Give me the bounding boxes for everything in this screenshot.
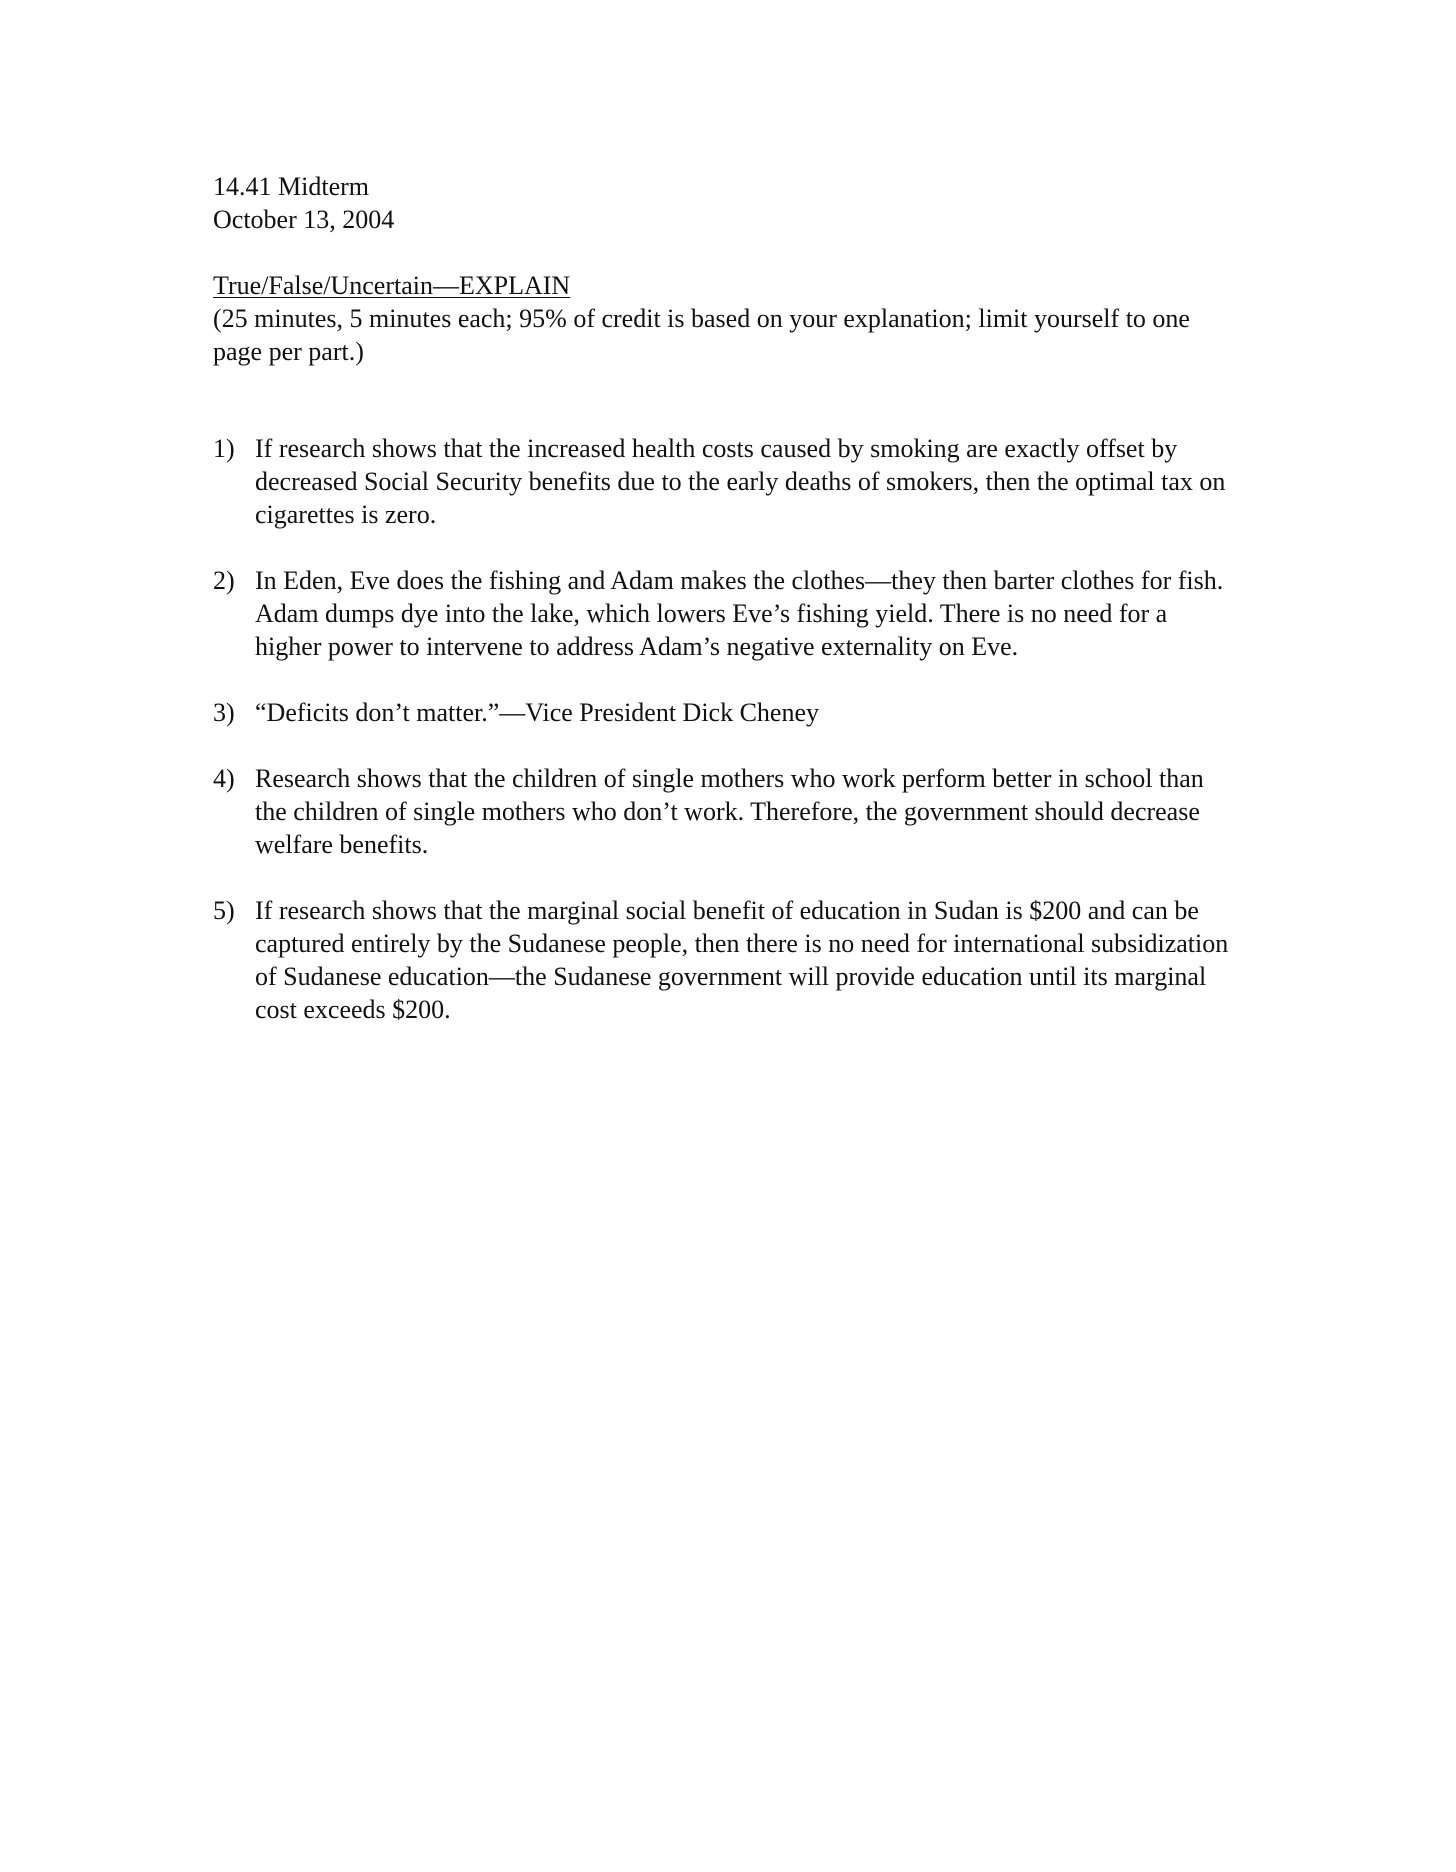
question-number: 2) — [213, 566, 235, 595]
question-text: “Deficits don’t matter.”—Vice President Dick Cheney — [255, 698, 820, 727]
question-item — [213, 762, 1253, 861]
exam-date: October 13, 2004 — [213, 205, 395, 234]
exam-page — [213, 170, 1253, 1059]
question-number: 5) — [213, 896, 235, 925]
question-number: 4) — [213, 764, 235, 793]
question-item — [213, 894, 1253, 1026]
course-title: 14.41 Midterm — [213, 172, 369, 201]
question-number: 1) — [213, 434, 235, 463]
section-instructions: (25 minutes, 5 minutes each; 95% of credit is based on your explanation; limit yourself to one page per part.) — [213, 304, 1190, 366]
question-item — [213, 564, 1253, 663]
question-item — [213, 432, 1253, 531]
section-title: True/False/Uncertain—EXPLAIN — [213, 271, 571, 300]
question-number: 3) — [213, 698, 235, 727]
question-text: If research shows that the marginal social benefit of education in Sudan is $200 and can be captured entirely by the Sudanese people, then there is no need for international subsidization of Sudanese education—the Sudanese government will provide education until its marginal cost exceeds $200. — [255, 896, 1229, 1024]
question-text: Research shows that the children of single mothers who work perform better in school than the children of single mothers who don’t work. Therefore, the government should decrease welfare benefits. — [255, 764, 1204, 859]
exam-header — [213, 170, 1253, 236]
question-list — [213, 432, 1253, 1026]
question-item — [213, 696, 1253, 729]
question-text: If research shows that the increased health costs caused by smoking are exactly offset by decreased Social Security benefits due to the early deaths of smokers, then the optimal tax on cigarettes is zero. — [255, 434, 1226, 529]
question-text: In Eden, Eve does the fishing and Adam makes the clothes—they then barter clothes for fish. Adam dumps dye into the lake, which lowers Eve’s fishing yield. There is no need for a higher power to intervene to address Adam’s negative externality on Eve. — [255, 566, 1224, 661]
section-header — [213, 269, 1253, 368]
